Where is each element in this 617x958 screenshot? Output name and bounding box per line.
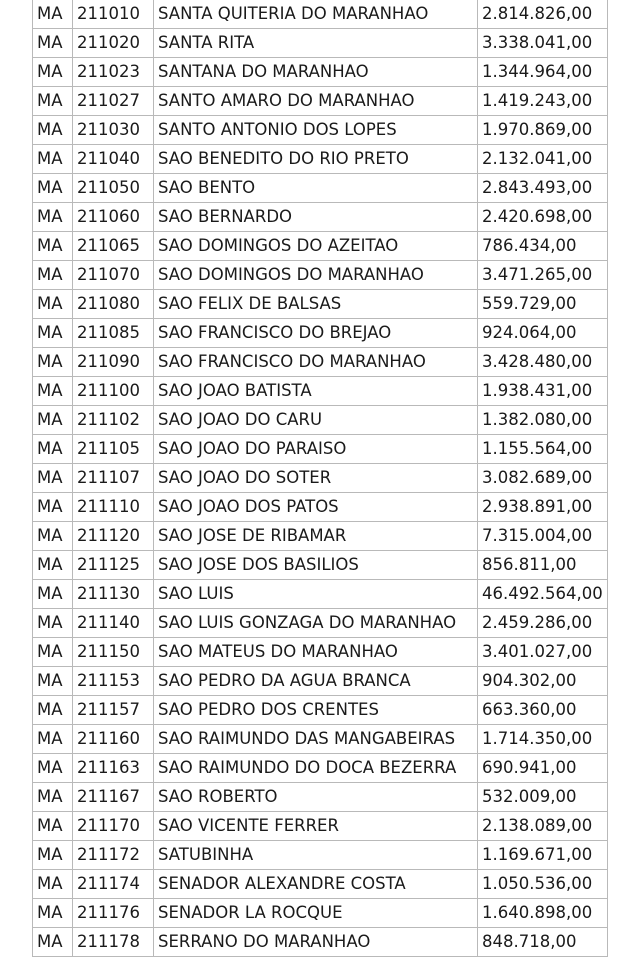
municipality-name-cell: SAO RAIMUNDO DO DOCA BEZERRA [154,754,478,783]
municipality-name-cell: SAO JOAO BATISTA [154,377,478,406]
amount-cell: 786.434,00 [478,232,608,261]
amount-cell: 690.941,00 [478,754,608,783]
municipality-name-cell: SAO FELIX DE BALSAS [154,290,478,319]
amount-cell: 924.064,00 [478,319,608,348]
municipality-name-cell: SAO JOAO DO SOTER [154,464,478,493]
amount-cell: 7.315.004,00 [478,522,608,551]
state-cell: MA [33,464,73,493]
amount-cell: 1.714.350,00 [478,725,608,754]
state-cell: MA [33,812,73,841]
municipality-code-cell: 211065 [73,232,154,261]
state-cell: MA [33,377,73,406]
state-cell: MA [33,348,73,377]
municipality-name-cell: SAO JOSE DOS BASILIOS [154,551,478,580]
table-row [33,754,608,783]
table-row [33,232,608,261]
state-cell: MA [33,696,73,725]
municipality-name-cell: SAO FRANCISCO DO MARANHAO [154,348,478,377]
table-row [33,377,608,406]
municipality-name-cell: SAO VICENTE FERRER [154,812,478,841]
municipality-name-cell: SAO RAIMUNDO DAS MANGABEIRAS [154,725,478,754]
municipality-code-cell: 211027 [73,87,154,116]
municipality-name-cell: SENADOR LA ROCQUE [154,899,478,928]
state-cell: MA [33,493,73,522]
amount-cell: 2.814.826,00 [478,0,608,29]
municipality-name-cell: SAO MATEUS DO MARANHAO [154,638,478,667]
state-cell: MA [33,435,73,464]
amount-cell: 1.640.898,00 [478,899,608,928]
municipality-code-cell: 211157 [73,696,154,725]
municipality-name-cell: SAO BENTO [154,174,478,203]
amount-cell: 1.344.964,00 [478,58,608,87]
table-row [33,29,608,58]
amount-cell: 1.419.243,00 [478,87,608,116]
state-cell: MA [33,290,73,319]
table-row [33,899,608,928]
amount-cell: 3.401.027,00 [478,638,608,667]
table-row [33,870,608,899]
municipality-code-cell: 211020 [73,29,154,58]
municipality-code-cell: 211178 [73,928,154,957]
state-cell: MA [33,783,73,812]
state-cell: MA [33,870,73,899]
municipality-code-cell: 211102 [73,406,154,435]
amount-cell: 1.382.080,00 [478,406,608,435]
table-row [33,464,608,493]
amount-cell: 2.459.286,00 [478,609,608,638]
table-row [33,261,608,290]
table-row [33,435,608,464]
state-cell: MA [33,899,73,928]
municipality-code-cell: 211174 [73,870,154,899]
state-cell: MA [33,754,73,783]
table-row [33,203,608,232]
amount-cell: 559.729,00 [478,290,608,319]
state-cell: MA [33,232,73,261]
state-cell: MA [33,406,73,435]
state-cell: MA [33,116,73,145]
state-cell: MA [33,58,73,87]
table-row [33,609,608,638]
state-cell: MA [33,203,73,232]
table-row [33,493,608,522]
state-cell: MA [33,667,73,696]
state-cell: MA [33,522,73,551]
municipality-name-cell: SAO BENEDITO DO RIO PRETO [154,145,478,174]
table-body [33,0,608,957]
municipality-name-cell: SAO LUIS GONZAGA DO MARANHAO [154,609,478,638]
state-cell: MA [33,725,73,754]
table-row [33,580,608,609]
amount-cell: 2.132.041,00 [478,145,608,174]
municipality-code-cell: 211010 [73,0,154,29]
amount-cell: 856.811,00 [478,551,608,580]
amount-cell: 532.009,00 [478,783,608,812]
municipality-code-cell: 211110 [73,493,154,522]
amount-cell: 3.471.265,00 [478,261,608,290]
table-row [33,290,608,319]
amount-cell: 2.138.089,00 [478,812,608,841]
table-row [33,551,608,580]
amount-cell: 663.360,00 [478,696,608,725]
municipality-name-cell: SANTO AMARO DO MARANHAO [154,87,478,116]
municipality-name-cell: SAO FRANCISCO DO BREJAO [154,319,478,348]
table-row [33,348,608,377]
table-row [33,812,608,841]
table-row [33,522,608,551]
municipality-code-cell: 211150 [73,638,154,667]
amount-cell: 1.938.431,00 [478,377,608,406]
municipality-code-cell: 211030 [73,116,154,145]
table-row [33,0,608,29]
table-row [33,406,608,435]
amount-cell: 2.938.891,00 [478,493,608,522]
municipality-code-cell: 211153 [73,667,154,696]
state-cell: MA [33,145,73,174]
amount-cell: 1.169.671,00 [478,841,608,870]
municipality-name-cell: SENADOR ALEXANDRE COSTA [154,870,478,899]
municipality-code-cell: 211170 [73,812,154,841]
table-row [33,58,608,87]
municipality-name-cell: SAO ROBERTO [154,783,478,812]
municipality-name-cell: SAO JOAO DOS PATOS [154,493,478,522]
amount-cell: 904.302,00 [478,667,608,696]
municipality-name-cell: SAO DOMINGOS DO AZEITAO [154,232,478,261]
state-cell: MA [33,551,73,580]
state-cell: MA [33,580,73,609]
table-row [33,638,608,667]
table-row [33,145,608,174]
state-cell: MA [33,928,73,957]
municipality-code-cell: 211163 [73,754,154,783]
table-row [33,667,608,696]
amount-cell: 3.338.041,00 [478,29,608,58]
municipality-code-cell: 211125 [73,551,154,580]
municipality-code-cell: 211050 [73,174,154,203]
amount-cell: 1.155.564,00 [478,435,608,464]
amount-cell: 46.492.564,00 [478,580,608,609]
municipality-name-cell: SAO JOSE DE RIBAMAR [154,522,478,551]
municipality-code-cell: 211140 [73,609,154,638]
state-cell: MA [33,174,73,203]
municipality-name-cell: SANTO ANTONIO DOS LOPES [154,116,478,145]
municipality-name-cell: SAO DOMINGOS DO MARANHAO [154,261,478,290]
municipality-name-cell: SATUBINHA [154,841,478,870]
amount-cell: 1.970.869,00 [478,116,608,145]
municipality-code-cell: 211167 [73,783,154,812]
municipality-name-cell: SAO BERNARDO [154,203,478,232]
municipality-code-cell: 211040 [73,145,154,174]
municipality-name-cell: SAO JOAO DO PARAISO [154,435,478,464]
municipality-code-cell: 211060 [73,203,154,232]
municipality-code-cell: 211120 [73,522,154,551]
municipality-code-cell: 211107 [73,464,154,493]
municipality-name-cell: SAO PEDRO DA AGUA BRANCA [154,667,478,696]
state-cell: MA [33,638,73,667]
state-cell: MA [33,841,73,870]
municipality-code-cell: 211070 [73,261,154,290]
amount-cell: 3.428.480,00 [478,348,608,377]
table-row [33,116,608,145]
municipality-code-cell: 211130 [73,580,154,609]
amount-cell: 848.718,00 [478,928,608,957]
municipality-code-cell: 211080 [73,290,154,319]
table-row [33,174,608,203]
state-cell: MA [33,319,73,348]
state-cell: MA [33,609,73,638]
municipality-code-cell: 211085 [73,319,154,348]
municipality-name-cell: SANTA QUITERIA DO MARANHAO [154,0,478,29]
table-row [33,783,608,812]
state-cell: MA [33,0,73,29]
municipality-code-cell: 211090 [73,348,154,377]
table-row [33,696,608,725]
state-cell: MA [33,29,73,58]
municipality-name-cell: SAO JOAO DO CARU [154,406,478,435]
municipality-code-cell: 211172 [73,841,154,870]
municipality-code-cell: 211176 [73,899,154,928]
municipality-name-cell: SANTA RITA [154,29,478,58]
municipality-table [32,0,608,957]
municipality-code-cell: 211160 [73,725,154,754]
state-cell: MA [33,261,73,290]
state-cell: MA [33,87,73,116]
table-row [33,725,608,754]
table-row [33,928,608,957]
amount-cell: 3.082.689,00 [478,464,608,493]
table-row [33,319,608,348]
municipality-code-cell: 211100 [73,377,154,406]
municipality-code-cell: 211105 [73,435,154,464]
table-row [33,87,608,116]
amount-cell: 2.420.698,00 [478,203,608,232]
municipality-code-cell: 211023 [73,58,154,87]
municipality-name-cell: SAO LUIS [154,580,478,609]
municipality-name-cell: SAO PEDRO DOS CRENTES [154,696,478,725]
municipality-name-cell: SERRANO DO MARANHAO [154,928,478,957]
amount-cell: 1.050.536,00 [478,870,608,899]
municipality-name-cell: SANTANA DO MARANHAO [154,58,478,87]
amount-cell: 2.843.493,00 [478,174,608,203]
table-row [33,841,608,870]
